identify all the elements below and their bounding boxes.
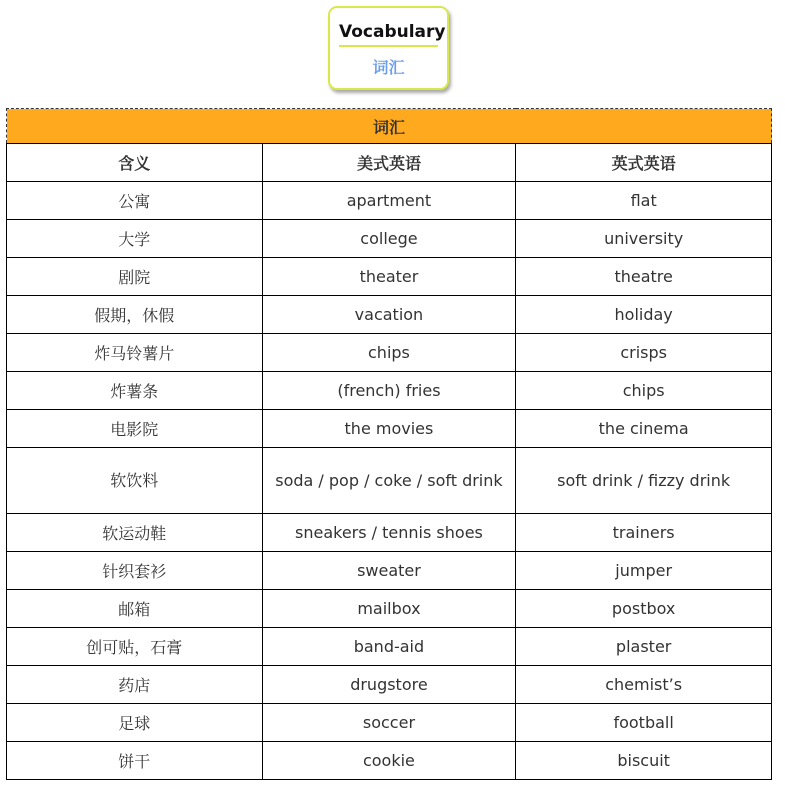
american-cell: (french) fries [262,372,516,410]
meaning-cell: 饼干 [7,742,263,780]
table-row [7,628,772,666]
american-cell: chips [262,334,516,372]
british-cell: jumper [516,552,772,590]
american-cell: soccer [262,704,516,742]
meaning-cell: 剧院 [7,258,263,296]
meaning-cell: 炸薯条 [7,372,263,410]
meaning-cell: 软饮料 [7,448,263,514]
table-row [7,590,772,628]
header-british: 英式英语 [516,144,772,182]
british-cell: crisps [516,334,772,372]
vocabulary-badge [328,6,449,90]
american-cell: drugstore [262,666,516,704]
table-row [7,334,772,372]
vocabulary-table [6,108,772,780]
meaning-cell: 电影院 [7,410,263,448]
american-cell: sweater [262,552,516,590]
table-row [7,220,772,258]
british-cell: theatre [516,258,772,296]
table-row [7,410,772,448]
british-cell: trainers [516,514,772,552]
table-row [7,448,772,514]
british-cell: chips [516,372,772,410]
meaning-cell: 炸马铃薯片 [7,334,263,372]
american-cell: soda / pop / coke / soft drink [262,448,516,514]
british-cell: holiday [516,296,772,334]
american-cell: sneakers / tennis shoes [262,514,516,552]
meaning-cell: 假期，休假 [7,296,263,334]
american-cell: college [262,220,516,258]
british-cell: university [516,220,772,258]
meaning-cell: 创可贴，石膏 [7,628,263,666]
american-cell: apartment [262,182,516,220]
meaning-cell: 针织套衫 [7,552,263,590]
table-row [7,704,772,742]
meaning-cell: 足球 [7,704,263,742]
table-row [7,182,772,220]
american-cell: band-aid [262,628,516,666]
meaning-cell: 邮箱 [7,590,263,628]
american-cell: mailbox [262,590,516,628]
table-row [7,296,772,334]
header-meaning: 含义 [7,144,263,182]
american-cell: vacation [262,296,516,334]
british-cell: chemist’s [516,666,772,704]
british-cell: soft drink / fizzy drink [516,448,772,514]
british-cell: biscuit [516,742,772,780]
meaning-cell: 大学 [7,220,263,258]
table-row [7,514,772,552]
meaning-cell: 公寓 [7,182,263,220]
british-cell: flat [516,182,772,220]
header-american: 美式英语 [262,144,516,182]
american-cell: theater [262,258,516,296]
table-row [7,258,772,296]
american-cell: the movies [262,410,516,448]
american-cell: cookie [262,742,516,780]
table-row [7,372,772,410]
table-row [7,552,772,590]
british-cell: plaster [516,628,772,666]
british-cell: postbox [516,590,772,628]
british-cell: football [516,704,772,742]
table-row [7,742,772,780]
british-cell: the cinema [516,410,772,448]
meaning-cell: 药店 [7,666,263,704]
badge-title: Vocabulary [339,22,438,47]
badge-subtitle: 词汇 [372,58,405,77]
table-row [7,666,772,704]
table-title: 词汇 [7,109,772,144]
meaning-cell: 软运动鞋 [7,514,263,552]
